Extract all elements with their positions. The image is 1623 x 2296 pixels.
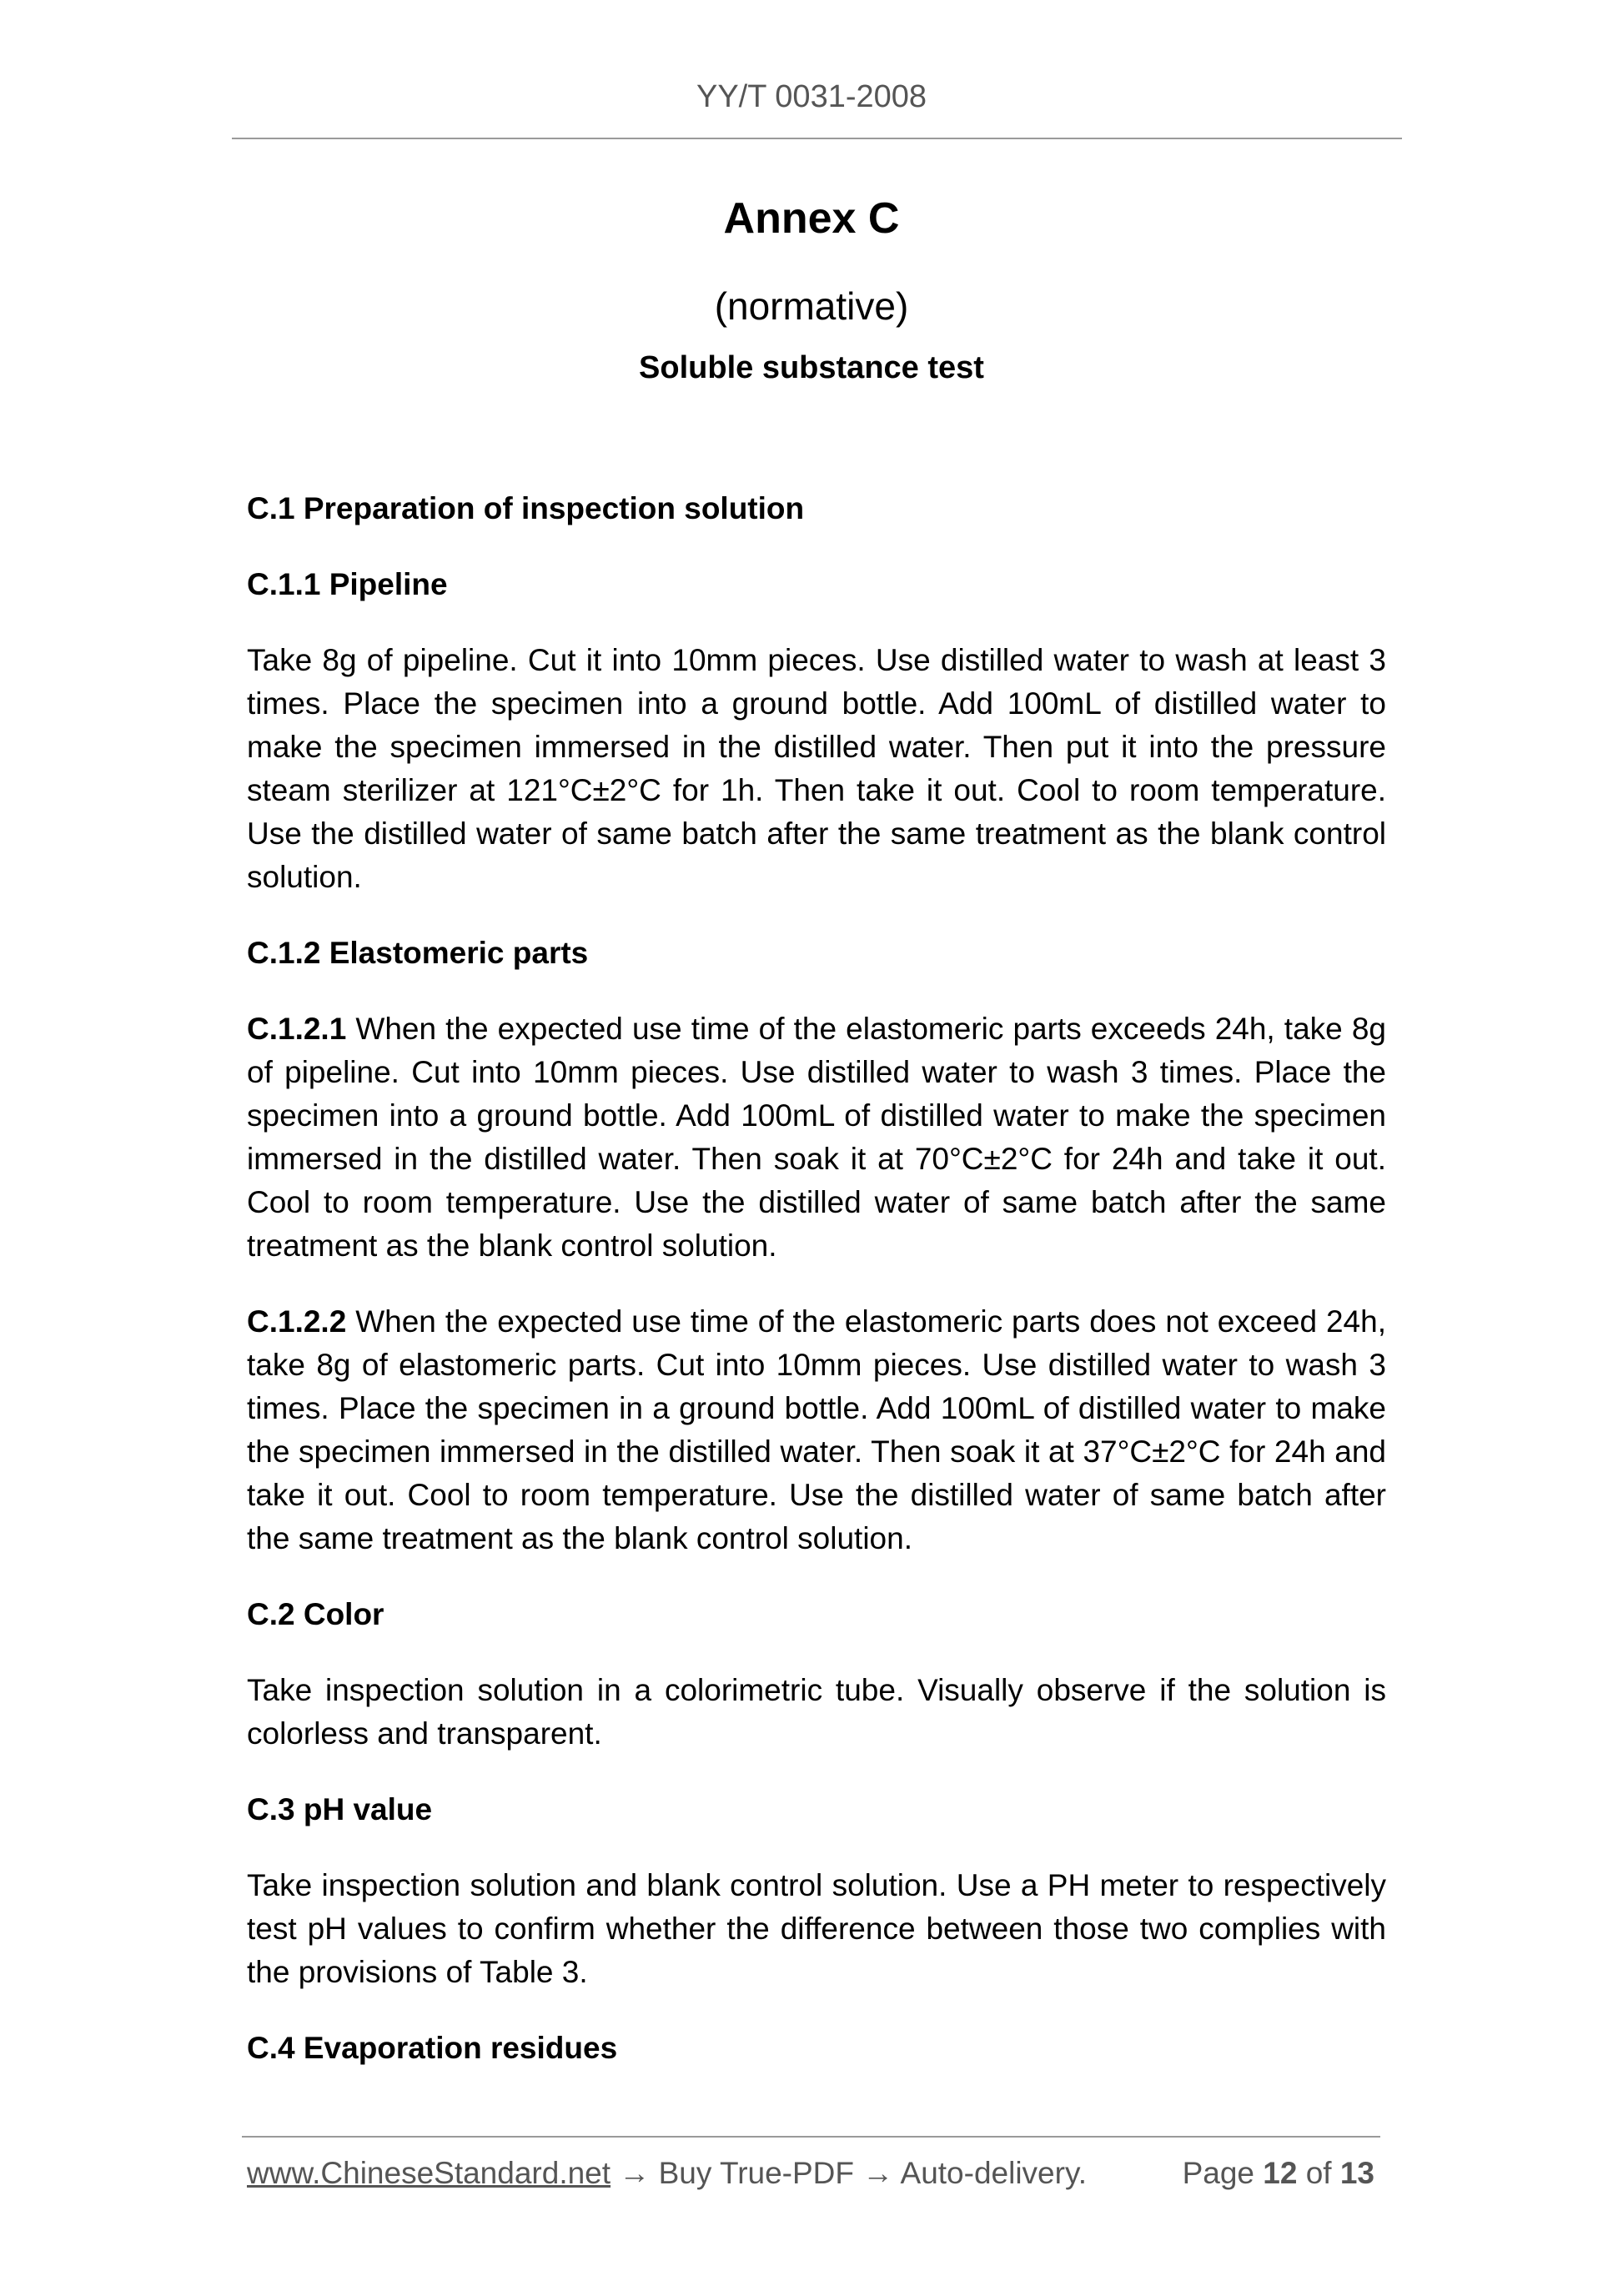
section-heading-c1-2: C.1.2 Elastomeric parts [247,936,589,970]
clause-text-c1-2-2: When the expected use time of the elastomeric parts does not exceed 24h, take 8g of elastomeric parts. Cut into 10mm pieces. Use distilled water to wash 3 times. Place the specimen in a ground bottle. Add 100mL of distilled water to make the specimen immersed in the distilled water. Then soak it at 37°C±2°C for 24h and take it out. Cool to room temperature. Use the distilled water of same batch after the same treatment as the blank control solution. [247,1304,1386,1555]
paragraph-c2: Take inspection solution in a colorimetric tube. Visually observe if the solution is colorless and transparent. [247,1673,1386,1751]
footer-divider [242,2136,1380,2138]
clause-text-c1-2-1: When the expected use time of the elastomeric parts exceeds 24h, take 8g of pipeline. Cut into 10mm pieces. Use distilled water to wash 3 times. Place the specimen into a ground bottle. Add 100mL of distilled water to make the specimen immersed in the distilled water. Then soak it at 70°C±2°C for 24h and take it out. Cool to room temperature. Use the distilled water of same batch after the same treatment as the blank control solution. [247,1012,1386,1263]
page-footer [247,2156,1374,2191]
page-total: 13 [1339,2156,1374,2190]
paragraph-c1-2-2 [247,1300,1386,1560]
page-current: 12 [1263,2156,1298,2190]
annex-title: Annex C [723,194,900,243]
page-number [1183,2156,1374,2191]
section-heading-c4: C.4 Evaporation residues [247,2031,618,2065]
paragraph-c3: Take inspection solution and blank control solution. Use a PH meter to respectively test pH values to confirm whether the difference between those two complies with the provisions of Table 3. [247,1868,1386,1989]
website-link[interactable]: www.ChineseStandard.net [247,2156,611,2190]
footer-tagline: → Buy True-PDF → Auto-delivery. [611,2156,1087,2190]
paragraph-c1-1: Take 8g of pipeline. Cut it into 10mm pieces. Use distilled water to wash at least 3 times. Place the specimen into a ground bottle. Add 100mL of distilled water to make the specimen immersed in the distilled water. Then put it into the pressure steam sterilizer at 121°C±2°C for 1h. Then take it out. Cool to room temperature. Use the distilled water of same batch after the same treatment as the blank control solution. [247,643,1386,894]
page-of-label: of [1297,2156,1340,2190]
document-body [247,487,1386,2103]
clause-number-c1-2-2: C.1.2.2 [247,1304,347,1339]
annex-subject: Soluble substance test [639,350,984,385]
section-heading-c3: C.3 pH value [247,1792,433,1826]
header-standard-code: YY/T 0031-2008 [696,79,927,114]
clause-number-c1-2-1: C.1.2.1 [247,1012,347,1046]
header-divider [232,138,1402,139]
section-heading-c2: C.2 Color [247,1597,384,1631]
paragraph-c1-2-1 [247,1007,1386,1268]
section-heading-c1: C.1 Preparation of inspection solution [247,491,805,525]
annex-type: (normative) [714,284,909,328]
page-label: Page [1182,2156,1264,2190]
section-heading-c1-1: C.1.1 Pipeline [247,567,448,601]
